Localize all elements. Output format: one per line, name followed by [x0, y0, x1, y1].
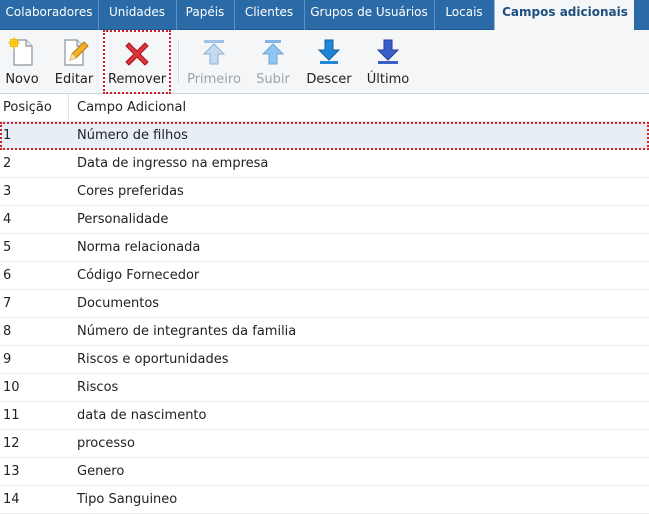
column-header-campo-adicional[interactable]: Campo Adicional — [77, 100, 187, 115]
move-first-icon — [198, 36, 230, 68]
table-row[interactable] — [0, 318, 649, 346]
table-row[interactable] — [0, 402, 649, 430]
table-row[interactable] — [0, 262, 649, 290]
row-position: 8 — [3, 324, 12, 339]
row-field-name: Genero — [77, 464, 125, 479]
table-row[interactable] — [0, 346, 649, 374]
table-row[interactable] — [0, 290, 649, 318]
column-divider[interactable] — [68, 94, 69, 121]
row-field-name: Número de integrantes da familia — [77, 324, 297, 339]
row-position: 1 — [3, 128, 12, 143]
table-row[interactable] — [0, 458, 649, 486]
editar-label: Editar — [54, 72, 94, 87]
table-row[interactable] — [0, 430, 649, 458]
move-up-icon — [257, 36, 289, 68]
table-row[interactable] — [0, 178, 649, 206]
row-position: 14 — [3, 492, 20, 507]
tab-grupos-de-usuarios[interactable]: Grupos de Usuários — [304, 0, 435, 30]
table-row[interactable] — [0, 206, 649, 234]
grid-header — [0, 94, 649, 122]
row-field-name: data de nascimento — [77, 408, 207, 423]
table-row[interactable] — [0, 374, 649, 402]
table-row[interactable] — [0, 234, 649, 262]
remover-button[interactable] — [105, 32, 169, 92]
row-field-name: Tipo Sanguineo — [77, 492, 178, 507]
novo-button[interactable] — [0, 32, 44, 92]
row-field-name: Documentos — [77, 296, 160, 311]
row-position: 13 — [3, 464, 20, 479]
row-field-name: Riscos — [77, 380, 119, 395]
editar-button[interactable] — [50, 32, 98, 92]
row-position: 11 — [3, 408, 20, 423]
tab-locais[interactable]: Locais — [445, 5, 483, 19]
row-position: 4 — [3, 212, 12, 227]
row-field-name: Riscos e oportunidades — [77, 352, 229, 367]
table-row[interactable] — [0, 486, 649, 514]
row-position: 5 — [3, 240, 12, 255]
toolbar — [0, 30, 649, 94]
move-down-icon — [313, 36, 345, 68]
move-last-icon — [372, 36, 404, 68]
row-position: 6 — [3, 268, 12, 283]
row-position: 3 — [3, 184, 12, 199]
tab-bar — [0, 0, 649, 30]
tab-campos-adicionais[interactable]: Campos adicionais — [494, 0, 636, 31]
ultimo-button[interactable] — [362, 32, 414, 92]
tab-bar-overflow — [634, 0, 649, 30]
descer-label: Descer — [306, 72, 352, 87]
novo-label: Novo — [5, 72, 39, 87]
row-position: 7 — [3, 296, 12, 311]
row-field-name: Personalidade — [77, 212, 169, 227]
column-header-posicao[interactable]: Posição — [3, 100, 52, 115]
row-field-name: processo — [77, 436, 135, 451]
subir-button[interactable] — [248, 32, 298, 92]
tab-unidades[interactable]: Unidades — [98, 0, 177, 30]
remove-x-icon — [121, 36, 153, 68]
table-row[interactable] — [0, 150, 649, 178]
row-field-name: Cores preferidas — [77, 184, 184, 199]
row-position: 9 — [3, 352, 12, 367]
new-document-icon — [6, 36, 38, 68]
row-field-name: Data de ingresso na empresa — [77, 156, 269, 171]
toolbar-separator — [178, 40, 179, 82]
table-row[interactable] — [0, 122, 649, 150]
row-position: 12 — [3, 436, 20, 451]
tab-clientes[interactable]: Clientes — [234, 0, 305, 30]
tab-papeis[interactable]: Papéis — [176, 0, 235, 30]
primeiro-button[interactable] — [186, 32, 242, 92]
edit-pencil-icon — [58, 36, 90, 68]
remover-label: Remover — [107, 72, 167, 87]
row-field-name: Número de filhos — [77, 128, 188, 143]
row-position: 10 — [3, 380, 20, 395]
ultimo-label: Último — [366, 72, 410, 87]
row-position: 2 — [3, 156, 12, 171]
subir-label: Subir — [256, 72, 290, 87]
tab-colaboradores[interactable]: Colaboradores — [0, 0, 99, 30]
descer-button[interactable] — [304, 32, 354, 92]
primeiro-label: Primeiro — [187, 72, 241, 87]
grid-body — [0, 122, 649, 514]
row-field-name: Código Fornecedor — [77, 268, 200, 283]
row-field-name: Norma relacionada — [77, 240, 201, 255]
